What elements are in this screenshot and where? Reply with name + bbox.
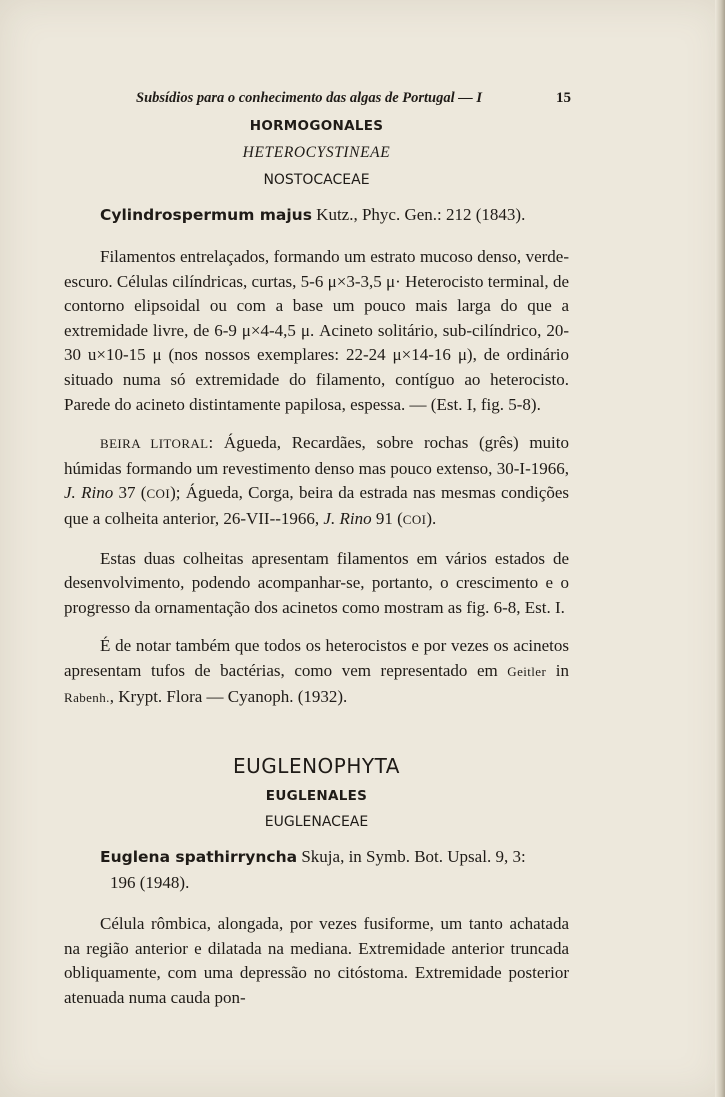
species-description-2: Célula rômbica, alongada, por vezes fusiforme, um tanto achatada na região anterior e dilatada na mediana. Extremidade anterior truncada obliquamente, com uma depressão no citóstoma. Extremidade posterior atenuada numa cauda pon- [64, 914, 569, 1007]
species-name: Cylindrospermum majus [100, 206, 312, 224]
collector-name: J. Rino [64, 483, 114, 503]
order-heading-2: EUGLENALES [265, 788, 368, 805]
locality-text: : Águeda, Recardães, sobre rochas (grês) muito húmidas formando um revestimento denso mas pouco extenso, 30-I-1966, [64, 433, 569, 478]
page-number: 15 [556, 90, 571, 106]
phylum-heading: EUGLENOPHYTA [233, 754, 400, 779]
body-paragraph: Estas duas colheitas apresentam filamentos em vários estados de desenvolvimento, podendo acompanhar-se, portanto, o crescimento e o progresso da ornamentação dos acinetos como mostram as fig. 6-8, Est. I. [64, 548, 569, 617]
locality-text: 91 ( [371, 508, 403, 528]
locality-text: ); Águeda, Corga, beira da estrada nas mesmas condições que a colheita anterior, 26-VII--1966, [64, 483, 569, 528]
class-heading: HETEROCYSTINEAE [242, 144, 391, 161]
herbarium-code: COI [146, 486, 171, 502]
locality-paragraph [64, 431, 569, 532]
locality-text: 37 ( [113, 483, 147, 503]
locality-text: ). [426, 508, 437, 528]
species-entry [64, 202, 569, 228]
author-name: Rabenh. [64, 689, 110, 705]
order-heading: HORMOGONALES [249, 118, 384, 134]
running-header [64, 90, 569, 114]
species-entry-2 [64, 844, 569, 895]
paragraph-text: É de notar também que todos os heterocistos e por vezes os acinetos apresentam tufos de bactérias, como vem representado em [64, 636, 569, 680]
paragraph-text: , Krypt. Flora — Cyanoph. (1932). [109, 686, 348, 706]
herbarium-code: COI [402, 511, 427, 527]
collector-name: J. Rino [323, 508, 372, 528]
species-citation-2-cont: 196 (1948). [110, 873, 190, 893]
species-citation: Kutz., Phyc. Gen.: 212 (1843). [311, 205, 526, 224]
species-name-2: Euglena spathirryncha [100, 848, 298, 867]
locality-region: BEIRA LITORAL [100, 436, 209, 452]
author-name: Geitler [507, 663, 547, 679]
family-heading-2: EUGLENACEAE [264, 814, 369, 831]
species-citation-2: Skuja, in Symb. Bot. Upsal. 9, 3: [297, 847, 526, 867]
page-content [64, 90, 569, 1024]
body-paragraph [64, 634, 569, 710]
family-heading: NOSTOCACEAE [263, 172, 370, 188]
page-edge [715, 0, 725, 1097]
running-title: Subsídios para o conhecimento das algas de Portugal — I [136, 90, 483, 106]
paragraph-text: in [546, 660, 569, 680]
species-description: Filamentos entrelaçados, formando um estrato mucoso denso, verde-escuro. Células cilíndricas, curtas, 5-6 μ×3-3,5 μ· Heterocisto terminal, de contorno elipsoidal ou com a base um pouco mais larga do que a extremidade livre, de 6-9 μ×4-4,5 μ. Acineto solitário, sub-cilíndrico, 20-30 u×10-15 μ (nos nossos exemplares: 22-24 μ×14-16 μ), de ordinário situado numa só extremidade do filamento, contíguo ao heterocisto. Parede do acineto distintamente papilosa, espessa. — (Est. I, fig. 5-8). [64, 247, 569, 414]
